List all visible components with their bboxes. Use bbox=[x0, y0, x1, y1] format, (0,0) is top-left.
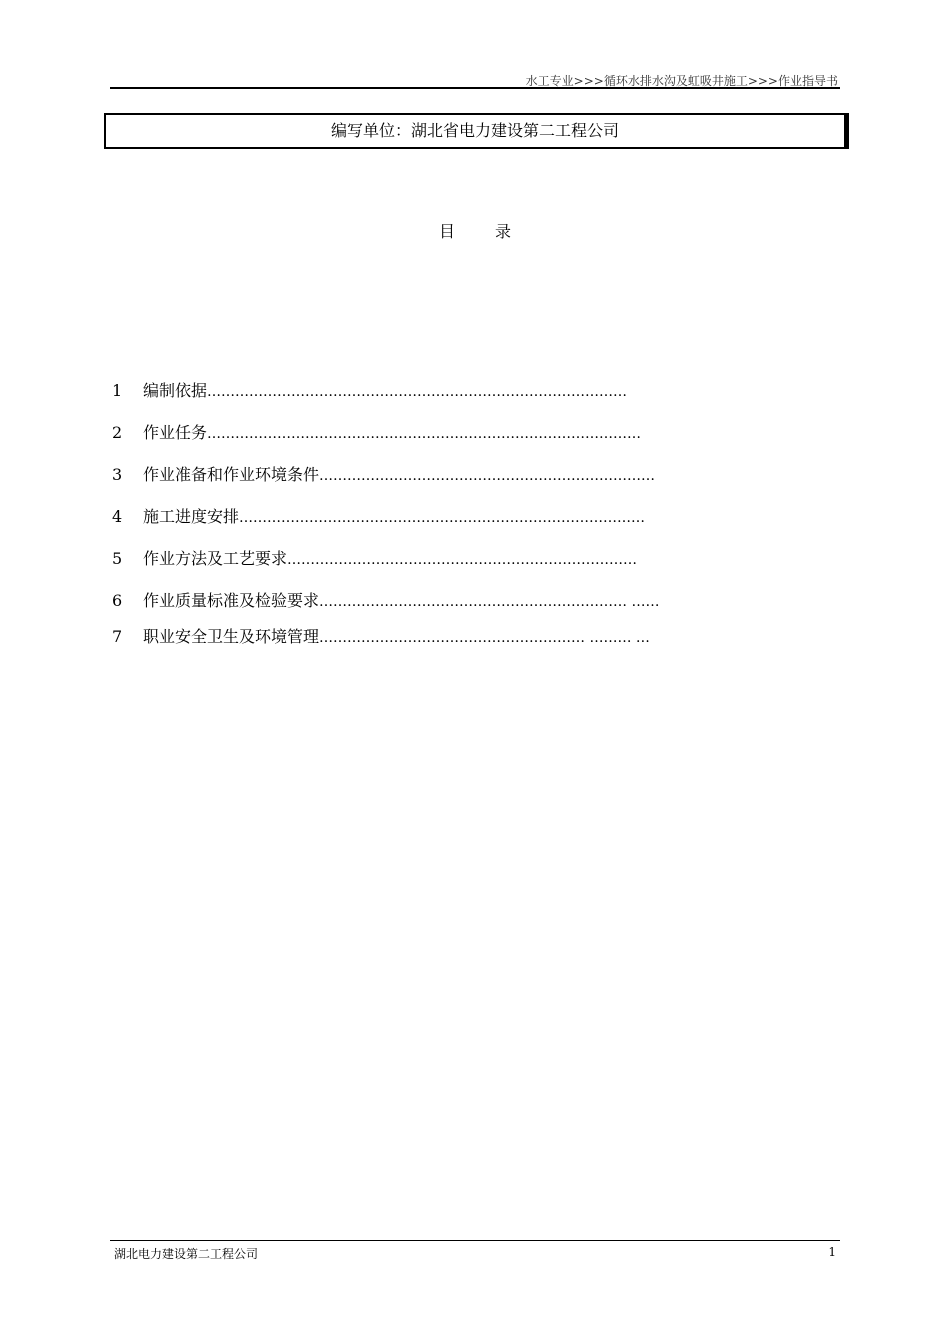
toc-item-leader-dots: ……………………………………………………………… bbox=[319, 468, 656, 484]
toc-item-leader-dots: ………………………………………………………… …… bbox=[319, 594, 660, 610]
footer-company: 湖北电力建设第二工程公司 bbox=[114, 1247, 259, 1261]
author-unit-label: 编写单位：湖北省电力建设第二工程公司 bbox=[330, 121, 619, 140]
page-number: 1 bbox=[828, 1245, 836, 1259]
header-divider bbox=[110, 87, 840, 89]
footer-divider bbox=[110, 1240, 840, 1241]
toc-item-leader-dots: ………………………………………………… ……… … bbox=[319, 630, 650, 646]
toc-item-leader-dots: …………………………………………………………………………… bbox=[239, 510, 646, 526]
toc-item-label: 施工进度安排 bbox=[143, 507, 240, 526]
toc-item-number: 2 bbox=[112, 423, 123, 442]
toc-item-number: 3 bbox=[112, 465, 123, 484]
toc-item-7[interactable] bbox=[112, 626, 650, 648]
header-breadcrumb: 水工专业>>>循环水排水沟及虹吸井施工>>>作业指导书 bbox=[525, 74, 838, 88]
toc-item-leader-dots: ………………………………………………………………………………… bbox=[207, 426, 642, 442]
toc-item-number: 1 bbox=[112, 381, 123, 400]
toc-item-label: 编制依据 bbox=[143, 381, 208, 400]
toc-item-5[interactable] bbox=[112, 548, 637, 570]
toc-item-label: 作业任务 bbox=[143, 423, 208, 442]
toc-item-4[interactable] bbox=[112, 506, 645, 528]
toc-item-label: 作业方法及工艺要求 bbox=[143, 549, 288, 568]
toc-item-number: 6 bbox=[112, 591, 123, 610]
author-unit-box bbox=[104, 113, 846, 149]
toc-item-number: 5 bbox=[112, 549, 123, 568]
toc-item-6[interactable] bbox=[112, 590, 659, 612]
toc-item-label: 职业安全卫生及环境管理 bbox=[143, 627, 320, 646]
toc-item-1[interactable] bbox=[112, 380, 627, 402]
toc-item-number: 7 bbox=[112, 627, 123, 646]
toc-item-leader-dots: ……………………………………………………………………………… bbox=[207, 384, 628, 400]
toc-item-label: 作业准备和作业环境条件 bbox=[143, 465, 320, 484]
toc-item-leader-dots: ………………………………………………………………… bbox=[287, 552, 638, 568]
toc-item-2[interactable] bbox=[112, 422, 641, 444]
toc-item-label: 作业质量标准及检验要求 bbox=[143, 591, 320, 610]
toc-title: 目录 bbox=[438, 222, 551, 241]
toc-item-number: 4 bbox=[112, 507, 123, 526]
toc-item-3[interactable] bbox=[112, 464, 655, 486]
